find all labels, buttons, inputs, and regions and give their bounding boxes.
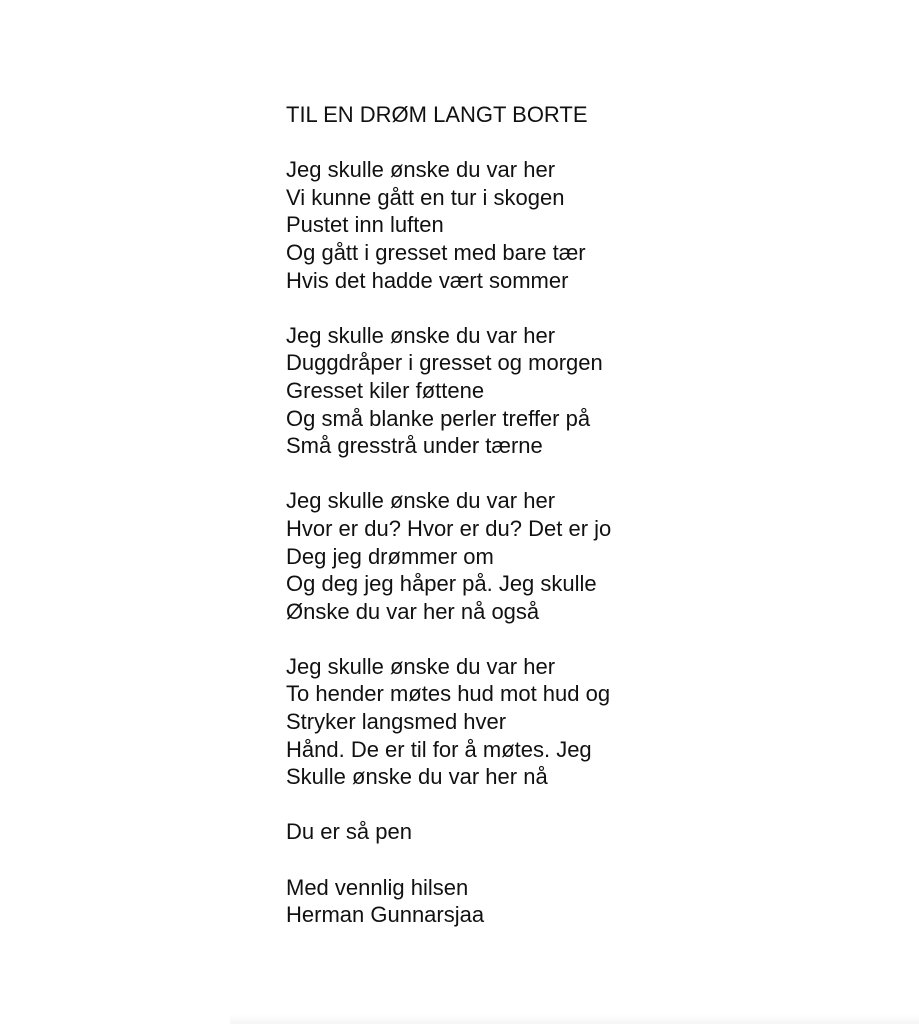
poem-line: Deg jeg drømmer om [286,543,494,569]
poem-line: To hender møtes hud mot hud og [286,681,611,707]
poem-line: Duggdråper i gresset og morgen [286,350,603,376]
poem-line: Og gått i gresset med bare tær [286,239,586,265]
poem-line: Vi kunne gått en tur i skogen [286,184,565,210]
stanza-1 [286,156,886,294]
poem-title: TIL EN DRØM LANGT BORTE [286,102,588,127]
signature: Herman Gunnarsjaa [286,902,485,928]
poem-line: Skulle ønske du var her nå [286,764,548,790]
poem-line: Små gresstrå under tærne [286,433,543,459]
poem-line: Gresset kiler føttene [286,377,485,403]
stanza-4 [286,653,886,791]
poem-line: Stryker langsmed hver [286,709,507,735]
stanza-5 [286,818,886,846]
poem-line: Jeg skulle ønske du var her [286,488,556,514]
poem-line: Du er så pen [286,819,412,845]
closing-line: Med vennlig hilsen [286,874,469,900]
poem [286,101,886,929]
poem-line: Jeg skulle ønske du var her [286,322,556,348]
poem-line: Jeg skulle ønske du var her [286,653,556,679]
letter-closing [286,874,886,929]
poem-line: Jeg skulle ønske du var her [286,157,556,183]
stanza-2 [286,322,886,460]
stanza-3 [286,487,886,625]
poem-line: Pustet inn luften [286,212,444,238]
page-edge-shadow [230,1014,919,1024]
poem-line: Og deg jeg håper på. Jeg skulle [286,571,597,597]
poem-line: Ønske du var her nå også [286,598,540,624]
poem-line: Og små blanke perler treffer på [286,405,591,431]
poem-line: Hånd. De er til for å møtes. Jeg [286,736,592,762]
poem-line: Hvor er du? Hvor er du? Det er jo [286,515,612,541]
poem-line: Hvis det hadde vært sommer [286,267,569,293]
